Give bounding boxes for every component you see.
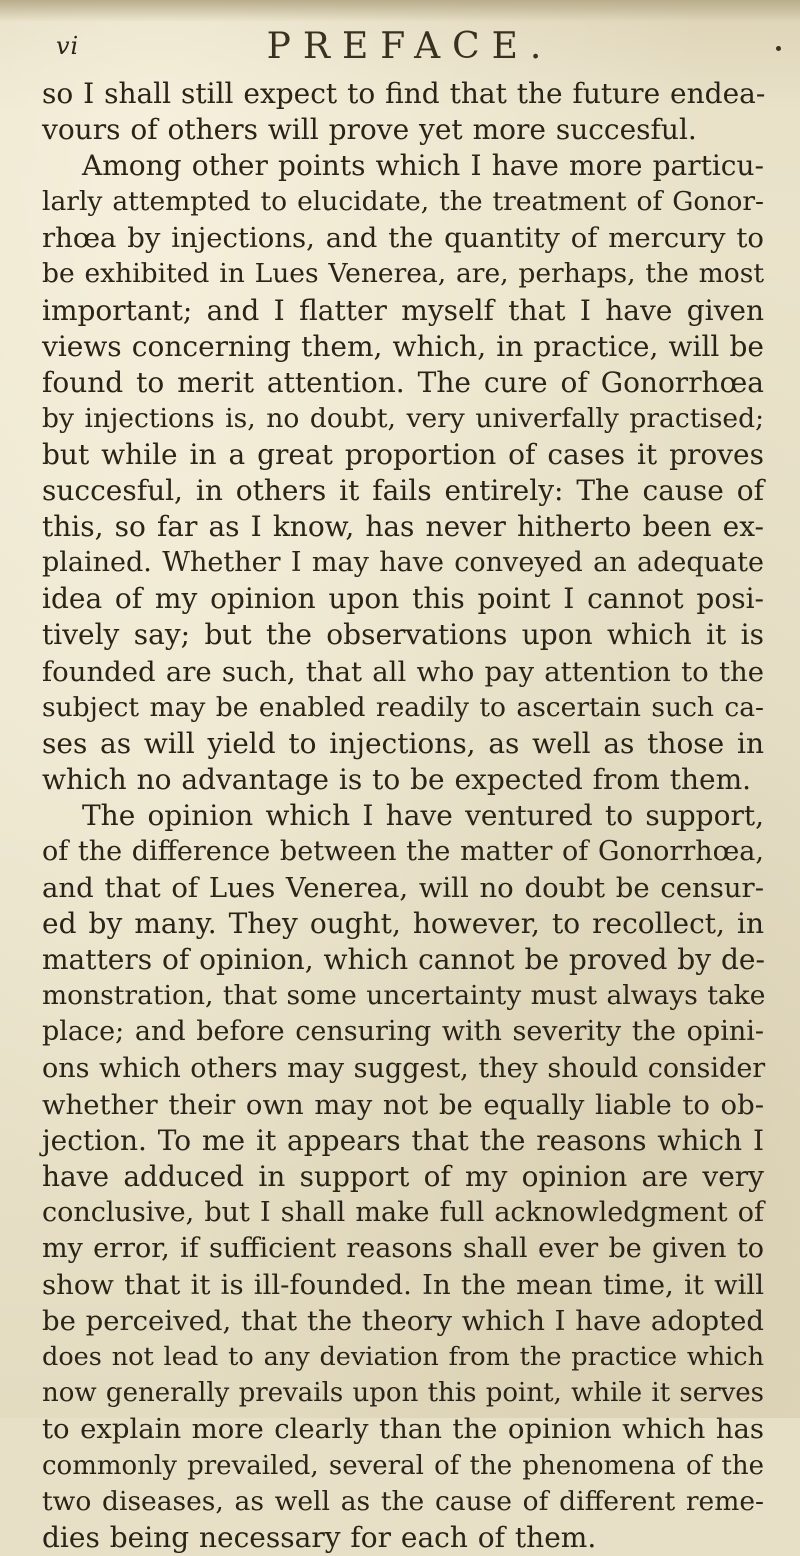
text-line: found to merit attention. The cure of Gonorrhœa (42, 365, 764, 399)
text-line: idea of my opinion upon this point I cannot posi- (42, 582, 764, 616)
text-line: which no advantage is to be expected from them. (42, 762, 752, 796)
text-line: to explain more clearly than the opinion which has (42, 1413, 764, 1446)
page-top-edge (0, 0, 800, 22)
text-line: vours of others will prove yet more succesful. (42, 113, 697, 147)
text-line: succesful, in others it fails entirely: The cause of (42, 474, 764, 508)
page-number: vi (56, 32, 80, 60)
text-line: monstration, that some uncertainty must always take (42, 980, 766, 1012)
ink-speck (776, 46, 781, 51)
text-line: subject may be enabled readily to ascertain such ca- (42, 691, 764, 723)
body-text (42, 76, 764, 1556)
running-title: PREFACE. (266, 26, 554, 67)
text-line: ons which others may suggest, they should consider (42, 1052, 766, 1084)
text-line: have adduced in support of my opinion are very (42, 1159, 764, 1193)
text-line: be perceived, that the theory which I have adopted (42, 1305, 765, 1338)
text-line: by injections is, no doubt, very univerfally practised; (42, 402, 764, 434)
text-line: show that it is ill-founded. In the mean time, it will (42, 1269, 764, 1302)
text-line: Among other points which I have more particu- (82, 149, 764, 183)
text-line: plained. Whether I may have conveyed an adequate (42, 547, 764, 579)
text-line: of the difference between the matter of Gonorrhœa, (42, 835, 764, 867)
text-line: be exhibited in Lues Venerea, are, perhaps, the most (42, 258, 764, 290)
text-line: ed by many. They ought, however, to recollect, in (42, 907, 764, 941)
text-line: important; and I flatter myself that I have given (42, 293, 764, 327)
text-line: rhœa by injections, and the quantity of mercury to (42, 222, 764, 255)
text-line: whether their own may not be equally liable to ob- (42, 1088, 764, 1121)
text-line: tively say; but the observations upon which it is (42, 618, 764, 652)
text-line: place; and before censuring with severity the opini- (42, 1016, 764, 1048)
text-line: The opinion which I have ventured to support, (82, 798, 764, 832)
text-line: now generally prevails upon this point, while it serves (42, 1378, 764, 1409)
text-line: conclusive, but I shall make full acknowledgment of (42, 1196, 764, 1228)
text-line: founded are such, that all who pay attention to the (42, 655, 764, 688)
text-line: this, so far as I know, has never hitherto been ex- (42, 510, 764, 544)
text-line: and that of Lues Venerea, will no doubt be censur- (42, 872, 764, 905)
text-line: does not lead to any deviation from the practice which (42, 1342, 764, 1373)
text-line: commonly prevailed, several of the phenomena of the (42, 1450, 764, 1481)
text-line: so I shall still expect to find that the future endea- (42, 77, 766, 110)
text-line: but while in a great proportion of cases it proves (42, 437, 764, 471)
text-line: jection. To me it appears that the reasons which I (42, 1123, 764, 1157)
page-header (0, 26, 800, 66)
text-line: ses as will yield to injections, as well as those in (42, 726, 764, 760)
text-line: matters of opinion, which cannot be proved by de- (42, 943, 765, 977)
text-line: my error, if sufficient reasons shall ever be given to (42, 1233, 764, 1264)
text-line: larly attempted to elucidate, the treatment of Gonor- (42, 186, 764, 218)
text-line: two diseases, as well as the cause of different reme- (42, 1485, 764, 1517)
text-line: views concerning them, which, in practice, will be (42, 329, 764, 363)
text-line: dies being necessary for each of them. (42, 1520, 597, 1554)
